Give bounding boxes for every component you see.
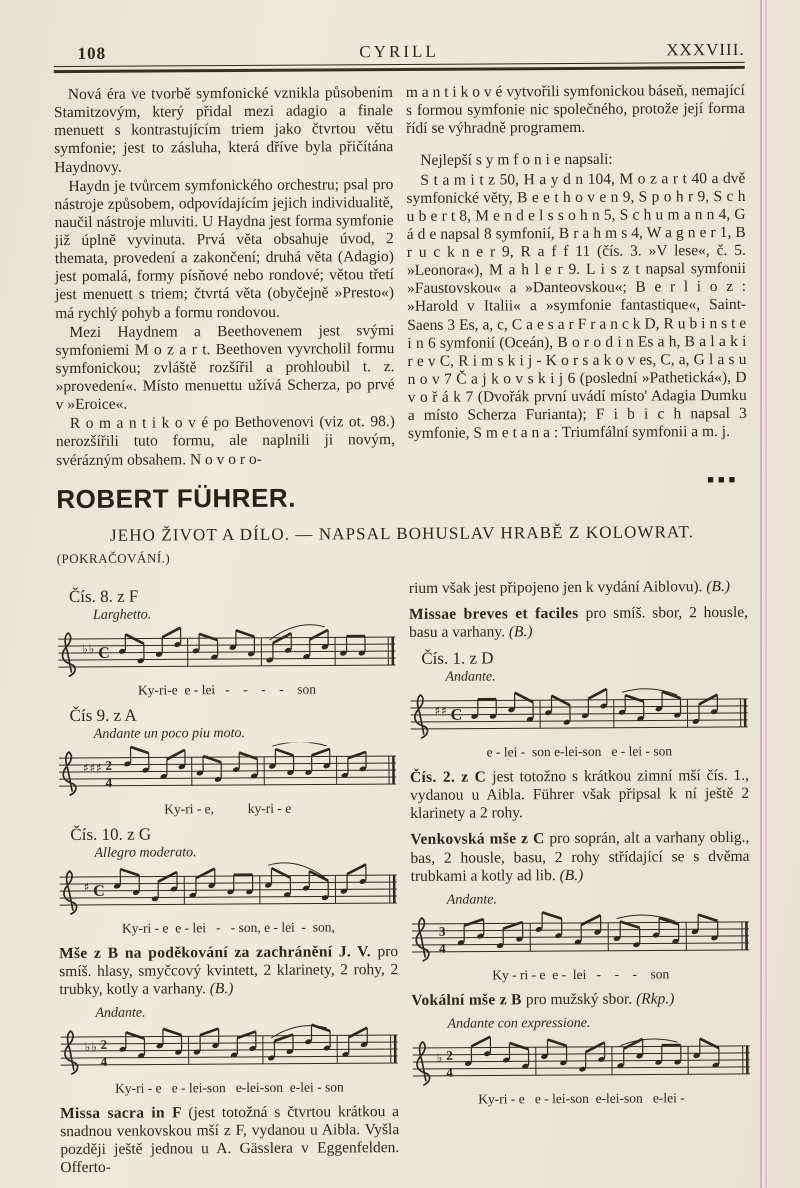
work-description	[411, 990, 750, 1010]
tempo-marking: Andante.	[445, 669, 496, 685]
music-example	[58, 823, 398, 937]
tempo-marking: Andante con expressione.	[447, 1015, 591, 1032]
lyrics: Ky-ri - e e - lei-son e-lei-son e-lei - son	[115, 1079, 344, 1096]
tempo-marking: Andante.	[446, 892, 497, 908]
music-caption: Čís. 8. z F	[68, 586, 139, 606]
svg-text:♭: ♭	[91, 1039, 97, 1054]
work-description	[410, 829, 749, 885]
article-title: ROBERT FÜHRER.	[56, 482, 296, 514]
page-edge-line	[760, 0, 762, 1188]
tempo-marking: Andante.	[95, 1005, 146, 1021]
music-caption: Čís 9. z A	[69, 705, 137, 725]
continued-paragraph	[409, 578, 748, 598]
work-text: rium však jest připojeno jen k vydání Aiblovu).	[408, 577, 703, 597]
article-subtitle: JEHO ŽIVOT A DÍLO. — NAPSAL BOHUSLAV HRABĚ Z KOLOWRAT.	[109, 521, 695, 545]
paragraph: Haydn je tvůrcem symfonického orchestru; psal pro nástroje způsobem, odpovídajícím jejich individualitě, naučil nástroje mluviti. U Haydna jest forma symfonie již úplně vyvinuta. Prvá věta obsahuje úvod, 2 themata, provedení a zakončení; druhá věta (Adagio) jest pomalá, formy písňové nebo rondové; větou třetí jest menuett s triem; čtvrtá věta (obyčejně »Presto«) má rychlý pohyb a formu rondovou.	[54, 175, 395, 322]
right-column	[406, 82, 747, 468]
music-caption: Čís. 1. z D	[421, 648, 494, 668]
svg-text:♯: ♯	[82, 760, 89, 775]
symphony-article	[54, 82, 747, 470]
svg-text:C: C	[93, 882, 105, 900]
lyrics: Ky-ri - e, ky-ri - e	[164, 800, 292, 817]
right-column	[409, 576, 752, 1176]
lyrics: Ky-ri - e e - lei - - son, e - lei - son,	[121, 919, 335, 936]
journal-title: CYRILL	[359, 41, 439, 62]
page-number: 108	[77, 43, 107, 63]
work-description	[59, 943, 398, 999]
work-text: pro smíš. sbor, 2 housle, basu a varhany.	[409, 603, 749, 641]
work-text: pro soprán, alt a varhany oblig., bas, 2 housle, basu, 2 rohy střídající se s dvěma trubkami a kotly ad lib.	[410, 829, 750, 885]
music-staff	[60, 1021, 399, 1081]
lyrics: Ky-ri - e e - lei-son e-lei-son e-lei -	[478, 1090, 685, 1107]
svg-text:4: 4	[446, 1064, 453, 1080]
volume-number: XXXVIII.	[666, 39, 745, 60]
work-description	[409, 604, 748, 642]
svg-text:2: 2	[446, 1047, 453, 1063]
fuhrer-columns	[57, 576, 752, 1178]
work-text: jest totožno s krátkou zimní mší čís. 1., vydanou u Aibla. Führer však připsal k ní ještě 2 klarinety a 2 rohy.	[410, 766, 750, 823]
work-title: Mše z B na poděkování za zachránění J. V.	[59, 942, 371, 962]
music-staff	[412, 1032, 751, 1092]
svg-text:♯: ♯	[83, 879, 90, 894]
music-example	[59, 1004, 399, 1097]
music-example	[411, 891, 751, 984]
article-header	[56, 473, 747, 515]
music-caption: Čís. 10. z G	[70, 824, 152, 844]
masthead	[54, 40, 745, 64]
work-description	[60, 1103, 399, 1178]
paragraph: m a n t i k o v é vytvořili symfonickou báseň, nemající s formou symfonie nic společného, protože její forma řídí se výhradně programem.	[405, 81, 746, 138]
paragraph: Nová éra ve tvorbě symfonické vznikla působením Stamitzovým, který přidal mezi adagio a finale menuett s kontrastujícím triem jako čtvrtou větu symfonie; jest to zásluha, která dříve byla přičítána Haydnovy.	[53, 84, 394, 176]
svg-text:C: C	[98, 644, 110, 662]
list-heading: Nejlepší s y m f o n i e napsali:	[420, 151, 613, 170]
music-example	[411, 1015, 751, 1108]
lyrics: e - lei - son e-lei-son e - lei - son	[486, 743, 673, 760]
svg-text:4: 4	[105, 774, 113, 790]
paragraph: R o m a n t i k o v é po Bethovenovi (viz ot. 98.) nerozšířili tuto formu, ale naplnili ji novým, svérázným obsahem. N o v o r o-	[55, 413, 396, 469]
svg-text:2: 2	[105, 757, 112, 773]
work-text: (jest totožná s čtvrtou krátkou a snadnou venkovskou mší z F, vydanou u Aibla. Vyšla později ještě jednou u A. Gässlera v Eggenfelden. Offerto-	[60, 1103, 400, 1177]
work-description	[410, 767, 749, 823]
masthead-rule	[54, 62, 745, 73]
source-note: (B.)	[508, 623, 533, 641]
svg-text:C: C	[450, 706, 463, 724]
paragraph: Mezi Haydnem a Beethovenem jest svými symfoniemi M o z a r t. Beethoven vyvrcholil formu symfonickou; zvláště rozšířil a prohloubil t. z. »provedení«. Místo menuettu užívá Scherza, po prvé v »Eroice«.	[55, 321, 395, 414]
svg-text:♯: ♯	[434, 703, 441, 718]
music-example	[57, 585, 397, 699]
svg-text:4: 4	[439, 940, 446, 956]
source-note: (B.)	[559, 866, 584, 884]
svg-text:2: 2	[100, 1036, 108, 1052]
svg-text:♭: ♭	[82, 641, 88, 656]
work-title: Vokální mše z B	[411, 991, 522, 1009]
composer-list-paragraph: S t a m i t z 50, H a y d n 104, M o z a r t 40 a dvě symfonické věty, B e e t h o v e n 9, S p o h r 9, S c h u b e r t 8, M e n d e l s s o h n 5, S c h u m a n n 4, G á d e napsal 8 symfonií, B r a h m s 4, W a g n e r 1, B r u c k n e r 9, R a f f 11 (čís. 3. »V lese«, č. 5. »Leonora«), M a h l e r 9. L i s z t napsal symfonii »Faustovskou« a »Danteovskou«; B e r l i o z : »Harold v Italii« a »symfonie fantastique«, Saint-Saens 3 Es, a, c, C a e s a r F r a n c k D, R u b i n s t e i n 6 symfonií (Oceán), B o r o d i n Es a h, B a l a k i r e v C, R i m s k i j - K o r s a k o v es, C, a, G l a s u n o v 7 Č a j k o v s k i j 6 (poslední »Pathetická«), D v o ř á k 7 (Dvořák první uvádí místo' Adagia Dumku a místo Scherza Furianta); F i b i c h napsal 3 symfonie, S m e t a n a : Triumfální symfonii a m. j.	[406, 169, 747, 443]
work-title: Missa sacra in F	[60, 1104, 182, 1123]
lyrics: Ky - ri - e e - lei - - - son	[492, 966, 670, 983]
music-example	[409, 647, 749, 761]
music-staff	[409, 685, 748, 745]
tempo-marking: Larghetto.	[92, 607, 152, 623]
svg-text:♯: ♯	[95, 760, 102, 775]
source-note: (B.)	[209, 979, 234, 998]
page-edge-line-2	[765, 0, 767, 1188]
tempo-marking: Andante un poco piu moto.	[93, 725, 246, 742]
svg-text:♯: ♯	[89, 760, 96, 775]
music-staff	[58, 742, 397, 802]
work-text: pro mužský sbor.	[525, 990, 633, 1009]
source-note: (B.)	[706, 577, 731, 595]
lyrics: Ky-ri-e e - lei - - - - son	[137, 681, 317, 698]
svg-text:♯: ♯	[441, 703, 447, 718]
svg-text:4: 4	[100, 1053, 108, 1069]
tempo-marking: Allegro moderato.	[94, 844, 197, 861]
left-column	[57, 578, 400, 1178]
continuation-note: (POKRAČOVÁNÍ.)	[56, 550, 171, 566]
work-title: Čís. 2. z C	[409, 768, 487, 786]
svg-text:♭: ♭	[84, 1039, 91, 1054]
music-staff	[59, 861, 398, 921]
work-title: Venkovská mše z C	[410, 830, 545, 849]
work-title: Missae breves et faciles	[408, 604, 579, 623]
music-staff	[411, 908, 750, 968]
source-note: (Rkp.)	[636, 990, 675, 1008]
svg-text:♭: ♭	[88, 641, 95, 656]
svg-text:♭: ♭	[436, 1050, 443, 1065]
work-text: pro smíš. hlasy, smyčcový kvintett, 2 klarinety, 2 rohy, 2 trubky, kotly a varhany.	[59, 942, 399, 998]
svg-text:3: 3	[438, 923, 446, 939]
left-column	[54, 84, 395, 470]
music-staff	[57, 623, 396, 683]
page-content	[54, 40, 752, 1178]
article-end-mark: ■■■	[707, 473, 740, 486]
music-example	[58, 704, 398, 818]
fuhrer-article	[56, 473, 751, 1178]
